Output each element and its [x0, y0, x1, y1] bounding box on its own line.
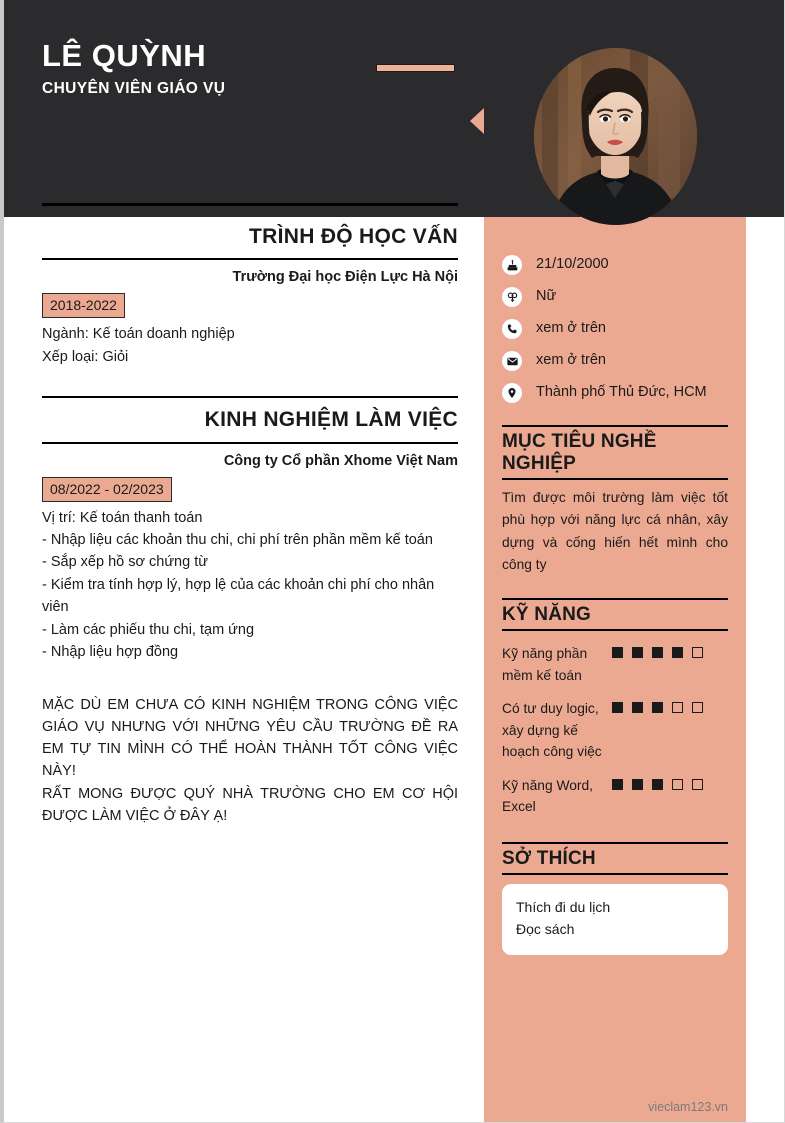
skill-square-empty: [672, 779, 683, 790]
experience-position: Vị trí: Kế toán thanh toán: [42, 509, 203, 526]
accent-bar: [376, 64, 455, 72]
hobbies-bottom-rule: [502, 873, 728, 875]
education-heading: TRÌNH ĐỘ HỌC VẤN: [249, 225, 458, 248]
contact-value-phone: xem ở trên: [536, 320, 606, 337]
skill-row: [502, 775, 728, 818]
profile-photo-illustration: [534, 48, 697, 225]
list-item: - Nhập liệu hợp đồng: [42, 644, 179, 661]
skill-square-filled: [612, 647, 623, 658]
skill-square-filled: [612, 779, 623, 790]
contact-row-email[interactable]: [502, 351, 728, 371]
envelope-icon: [502, 351, 522, 371]
education-date-badge-wrap: [42, 285, 458, 318]
experience-date-badge-wrap: [42, 469, 458, 502]
hobbies-section: [502, 842, 728, 955]
skill-square-filled: [612, 702, 623, 713]
education-heading-rule: [42, 258, 458, 260]
hobbies-box: [502, 884, 728, 955]
skill-square-filled: [652, 647, 663, 658]
skills-bottom-rule: [502, 629, 728, 631]
objective-heading: MỤC TIÊU NGHỀ NGHIỆP: [502, 431, 657, 474]
skill-square-filled: [672, 647, 683, 658]
experience-heading-rule: [42, 442, 458, 444]
phone-icon: [502, 319, 522, 339]
closing-note-paragraph-1: MẶC DÙ EM CHƯA CÓ KINH NGHIỆM TRONG CÔNG VIỆC GIÁO VỤ NHƯNG VỚI NHỮNG YÊU CẦU TRƯỜNG ĐỀ RA EM TỰ TIN MÌNH CÓ THỂ HOÀN THÀNH TỐT CÔNG VIỆC NÀY!: [42, 696, 458, 780]
candidate-name: LÊ QUỲNH: [42, 38, 207, 73]
objective-text: Tìm được môi trường làm việc tốt phù hợp với năng lực cá nhân, xây dựng và cống hiến hết mình cho công ty: [502, 490, 728, 573]
skill-rating: [612, 775, 728, 790]
skill-square-filled: [652, 702, 663, 713]
contact-info-list: [502, 255, 728, 403]
skill-square-empty: [672, 702, 683, 713]
skill-square-filled: [652, 779, 663, 790]
contact-row-phone[interactable]: [502, 319, 728, 339]
skill-label: Có tư duy logic, xây dựng kế hoạch công việc: [502, 701, 602, 760]
objective-bottom-rule: [502, 478, 728, 480]
experience-section: [42, 396, 458, 664]
profile-photo: [534, 48, 697, 225]
contact-row-birthday: [502, 255, 728, 275]
closing-note-paragraph-2: RẤT MONG ĐƯỢC QUÝ NHÀ TRƯỜNG CHO EM CƠ HỘI ĐƯỢC LÀM VIỆC Ở ĐÂY Ạ!: [42, 785, 458, 824]
skill-label: Kỹ năng Word, Excel: [502, 777, 594, 815]
skill-rating: [612, 698, 728, 713]
contact-row-gender: [502, 287, 728, 307]
list-item: Thích đi du lịch: [516, 898, 611, 915]
contact-value-birthday: 21/10/2000: [536, 256, 609, 273]
list-item: - Làm các phiếu thu chi, tạm ứng: [42, 621, 255, 638]
skills-heading: KỸ NĂNG: [502, 604, 592, 626]
candidate-role: CHUYÊN VIÊN GIÁO VỤ: [42, 79, 226, 97]
birthday-cake-icon: [502, 255, 522, 275]
avatar: [534, 20, 697, 253]
education-school: Trường Đại học Điện Lực Hà Nội: [232, 269, 458, 286]
list-item: - Sắp xếp hồ sơ chứng từ: [42, 554, 208, 571]
skill-square-filled: [632, 647, 643, 658]
header-notch-arrow: [470, 108, 484, 134]
footer-watermark: vieclam123.vn: [648, 1100, 728, 1114]
skill-square-filled: [632, 779, 643, 790]
skill-rating: [612, 643, 728, 658]
location-pin-icon: [502, 383, 522, 403]
experience-heading: KINH NGHIỆM LÀM VIỆC: [204, 408, 458, 432]
contact-value-email: xem ở trên: [536, 352, 606, 369]
gender-icon: [502, 287, 522, 307]
education-grade: Xếp loại: Giỏi: [42, 348, 129, 365]
sidebar-content: [502, 255, 728, 955]
skill-row: [502, 698, 728, 763]
skill-square-empty: [692, 779, 703, 790]
experience-duty-list: [42, 529, 458, 664]
contact-row-address: [502, 383, 728, 403]
skill-row: [502, 643, 728, 686]
contact-value-address: Thành phố Thủ Đức, HCM: [536, 384, 707, 401]
list-item: - Kiểm tra tính hợp lý, hợp lệ của các khoản chi phí cho nhân viên: [42, 576, 435, 616]
education-major: Ngành: Kế toán doanh nghiệp: [42, 326, 235, 343]
skills-section: [502, 598, 728, 818]
skill-square-filled: [632, 702, 643, 713]
main-content-column: [4, 217, 484, 1123]
list-item: - Nhập liệu các khoản thu chi, chi phí trên phần mềm kế toán: [42, 532, 433, 548]
contact-value-gender: Nữ: [536, 288, 557, 305]
skill-square-empty: [692, 647, 703, 658]
experience-top-rule: [42, 396, 458, 398]
closing-note-section: [42, 694, 458, 827]
experience-company: Công ty Cổ phần Xhome Việt Nam: [223, 452, 458, 469]
skill-label: Kỹ năng phần mềm kế toán: [502, 646, 588, 683]
objective-section: [502, 425, 728, 576]
hobbies-heading: SỞ THÍCH: [502, 847, 596, 869]
skill-square-empty: [692, 702, 703, 713]
education-date-badge: 2018-2022: [42, 293, 125, 318]
header-divider-rule: [42, 203, 458, 206]
education-section: [42, 217, 458, 368]
list-item: Đọc sách: [516, 921, 575, 938]
experience-date-badge: 08/2022 - 02/2023: [42, 477, 172, 502]
